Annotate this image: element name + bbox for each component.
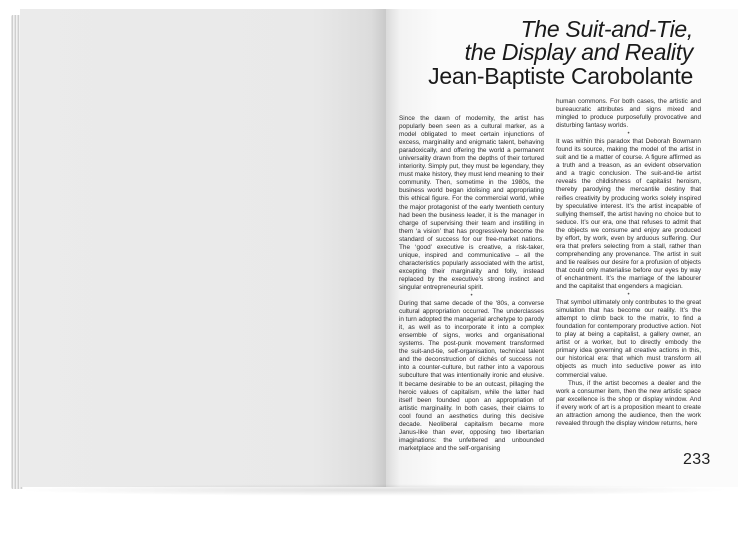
- book-shadow: [14, 484, 734, 496]
- paragraph: Thus, if the artist becomes a dealer and the work a consumer item, then the new artistic space par excellence is the shop or display window. And if every work of art is a proposition meant to create an attraction among the audience, then the work revealed through the display window returns, here: [556, 379, 701, 427]
- section-separator: •: [470, 293, 473, 300]
- author-name: Jean-Baptiste Carobolante: [428, 63, 693, 89]
- title-line-1: The Suit-and-Tie,: [520, 16, 693, 42]
- text-column-1: [399, 115, 544, 453]
- paragraph: Since the dawn of modernity, the artist has popularly been seen as a cultural marker, as a model obligated to meet certain injunctions of excess, marginality and enigmatic talent, behaving paradoxically, and offering the world a permanent universality drawn from the depths of their tortured interiority. Simply put, they must be legendary, they must make history, they must lend meaning to their community. Then, sometime in the 1980s, the business world began idolising and appropriating this ethical figure. For the commercial world, while the major protagonist of the early twentieth century had been the business leader, it is the manager in charge of supervising their team and instilling in them ‘a vision’ that has progressively become the standard of success for our free-market nations. The ‘good’ executive is creative, a risk-taker, unique, inspired and communicative – all the characteristics popularly associated with the artist, excepting their marginality and folly, instead replaced by the executive’s strong instinct and singular entrepreneurial spirit.: [399, 115, 544, 291]
- paragraph: During that same decade of the ‘80s, a converse cultural appropriation occurred. The underclasses in turn adopted the managerial archetype to parody it, as well as to incorporate it into a complex ensemble of signs, works and organisational systems. The post-punk movement transformed the suit-and-tie, self-organisation, technical talent and the deconstruction of clichés of success not into a counter-culture, but rather into a vaporous subculture that was intentionally ironic and elusive. It became desirable to be an outcast, pillaging the heroic values of capitalism, while the latter had itself been founded upon an appropriation of artistic marginality. In both cases, their claims to cool found an aesthetics during this decisive decade. Neoliberal capitalism became more Janus-like than ever, opposing two libertarian imaginations: the unfettered and unbounded marketplace and the self-organising: [399, 300, 544, 452]
- page-number: 233: [683, 451, 711, 468]
- paragraph: human commons. For both cases, the artistic and bureaucratic attributes and signs mixed and mingled to produce purposefully provocative and disturbing fantasy worlds.: [556, 98, 701, 130]
- text-column-2: [556, 98, 701, 428]
- section-separator: •: [627, 292, 630, 299]
- section-separator: •: [627, 131, 630, 138]
- paragraph: It was within this paradox that Deborah Bowmann found its source, making the model of the artist in suit and tie a matter of course. A figure affirmed as a truth and a treason, as an evident observation and a tragic conclusion. The suit-and-tie artist reveals the childishness of capitalist heroism, thereby parodying the mercantile destiny that reifies creativity by producing works solely inspired by speculative interest. It’s the artist incapable of sullying themself, the artist having no choice but to seduce. It’s our era, one that refuses to admit that the objects we consume and enjoy are produced by effort, by work, even by arduous suffering. Our era that prefers selecting from a stall, rather than comprehending any provenance. The artist in suit and tie realises our desire for a profusion of objects that could only materialise before our eyes by way of enchantment. It’s the marriage of the labourer and the capitalist that engenders a magician.: [556, 138, 701, 291]
- paragraph: That symbol ultimately only contributes to the great simulation that has become our reality. It’s the attempt to climb back to the matrix, to find a foundation for contemporary productive action. Not to play at being a capitalist, a gallery owner, an artist or a worker, but to directly embody the primary idea governing all creative actions in this, our historical era: that which must transform all objects as much into seductive power as into commercial value.: [556, 299, 701, 379]
- left-page-blank: [20, 9, 386, 487]
- title-line-2: the Display and Reality: [464, 39, 693, 65]
- article-title: [428, 18, 693, 88]
